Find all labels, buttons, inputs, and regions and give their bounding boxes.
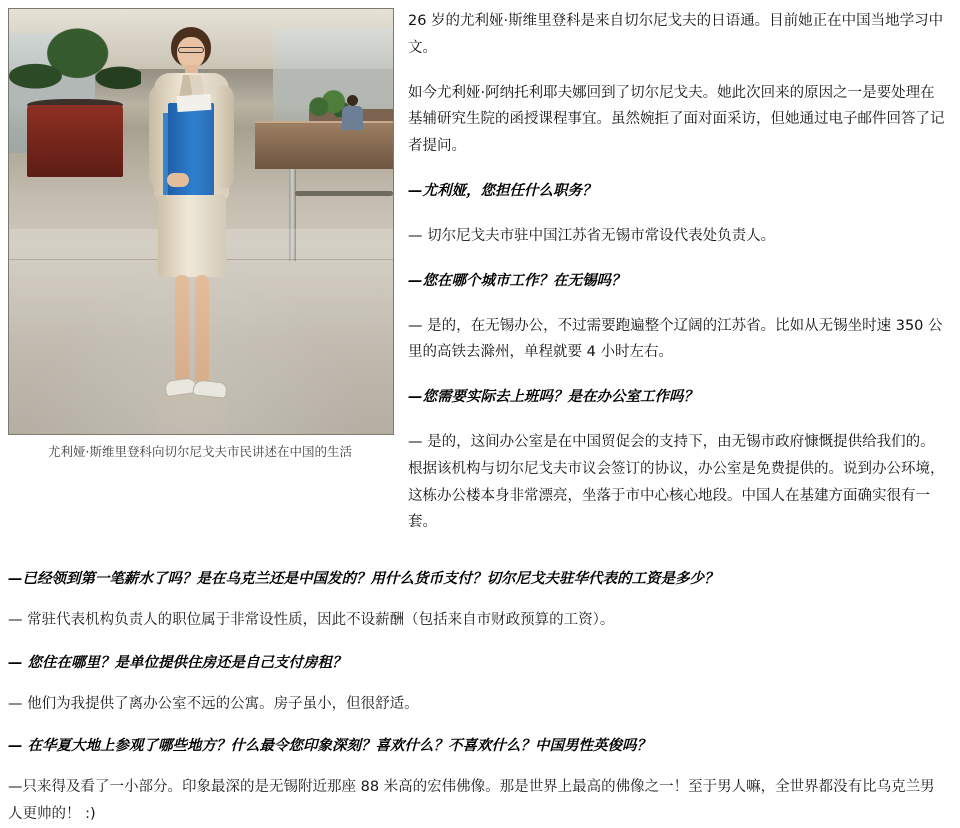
- question-3: —您需要实际去上班吗？是在办公室工作吗？: [408, 389, 698, 406]
- photo-caption: 尤利娅·斯维里登科向切尔尼戈夫市民讲述在中国的生活: [48, 444, 352, 459]
- background-person-head: [347, 95, 358, 106]
- question-2: —您在哪个城市工作？在无锡吗？: [408, 272, 626, 289]
- intro-paragraph-1: 26 岁的尤利娅·斯维里登科是来自切尔尼戈夫的日语通。目前她正在中国当地学习中文。: [408, 13, 944, 56]
- answer-1: — 切尔尼戈夫市驻中国江苏省无锡市常设代表处负责人。: [408, 227, 776, 244]
- article-figure: [8, 8, 394, 463]
- woman-shoe-right: [192, 379, 227, 398]
- article-intro-column: [408, 8, 948, 554]
- answer-3: — 是的，这间办公室是在中国贸促会的支持下，由无锡市政府慷慨提供给我们的。根据该机构与切尔尼戈夫市议会签订的协议，办公室是免费提供的。说到办公环境，这栋办公楼本身非常漂亮，坐落于市中心核心地段。中国人在基建方面确实很有一套。: [408, 433, 945, 531]
- intro-paragraph-2: 如今尤利娅·阿纳托利耶夫娜回到了切尔尼戈夫。她此次回来的原因之一是要处理在基辅研究生院的函授课程事宜。虽然婉拒了面对面采访，但她通过电子邮件回答了记者提问。: [408, 84, 945, 155]
- answer-2: — 是的，在无锡办公，不过需要跑遍整个辽阔的江苏省。比如从无锡坐时速 350 公里的高铁去滁州，单程就要 4 小时左右。: [408, 317, 943, 361]
- question-6: — 在华夏大地上参观了哪些地方？什么最令您印象深刻？喜欢什么？不喜欢什么？中国男性英俊吗？: [8, 738, 652, 755]
- photo-background-person: [339, 95, 365, 129]
- woman-arm-right: [211, 85, 234, 189]
- question-4: —已经领到第一笔薪水了吗？是在乌克兰还是中国发的？用什么货币支付？切尔尼戈夫驻华代表的工资是多少？: [8, 571, 719, 588]
- woman-glasses: [178, 47, 204, 53]
- woman-leg-left: [175, 275, 189, 383]
- photo-plant-leaves: [9, 27, 141, 109]
- photo-red-planter: [27, 105, 123, 177]
- article-top-section: [8, 8, 948, 554]
- woman-skirt: [158, 195, 226, 277]
- photo-wooden-counter: [255, 121, 393, 169]
- answer-4: — 常驻代表机构负责人的职位属于非常设性质，因此不设薪酬（包括来自市财政预算的工资）。: [8, 612, 615, 628]
- question-1: —尤利娅，您担任什么职务？: [408, 183, 597, 200]
- background-person-body: [342, 106, 363, 130]
- photo-woman-figure: [127, 27, 255, 427]
- answer-5: — 他们为我提供了离办公室不远的公寓。房子虽小，但很舒适。: [8, 695, 419, 712]
- woman-leg-right: [195, 275, 209, 383]
- photo-queue-rope: [295, 191, 393, 196]
- article-lower-section: [8, 554, 948, 828]
- answer-6: —只来得及看了一小部分。印象最深的是无锡附近那座 88 米高的宏伟佛像。那是世界上最高的佛像之一！至于男人嘛，全世界都没有比乌克兰男人更帅的！ :): [8, 779, 935, 823]
- woman-floor-reflection: [157, 395, 227, 435]
- question-5: — 您住在哪里？是单位提供住房还是自己支付房租？: [8, 654, 347, 671]
- woman-paper-sheet: [176, 94, 211, 112]
- article-photo: [8, 8, 394, 435]
- woman-hand: [167, 173, 189, 187]
